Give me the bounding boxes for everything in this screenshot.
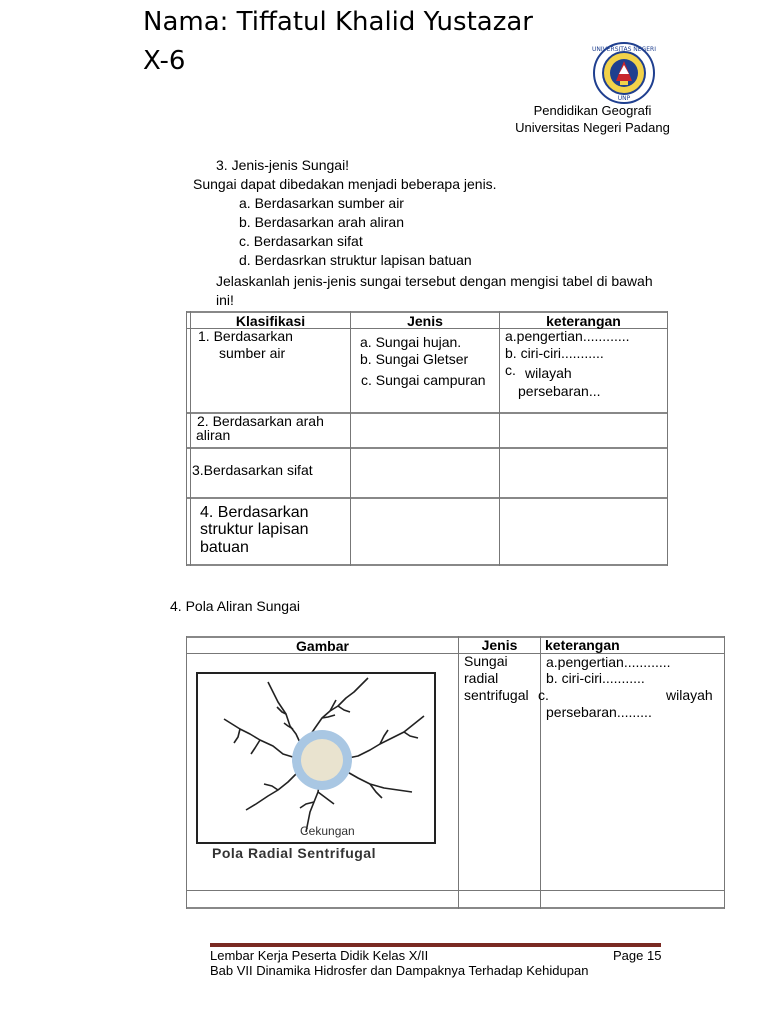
section3-instruction: Jelaskanlah jenis-jenis sungai tersebut dengan mengisi tabel di bawah: [216, 273, 653, 289]
table-cell: c.: [538, 687, 549, 703]
department-name: Pendidikan Geografi: [533, 103, 652, 118]
table-header-jenis: Jenis: [407, 313, 443, 329]
table-header-jenis: Jenis: [481, 637, 518, 653]
footer-chapter: Bab VII Dinamika Hidrosfer dan Dampaknya Terhadap Kehidupan: [210, 963, 589, 978]
table-cell: struktur lapisan: [200, 521, 309, 538]
diagram-caption: Pola Radial Sentrifugal: [212, 845, 376, 861]
table-cell: 2. Berdasarkan arah: [197, 413, 324, 429]
table-cell: 1. Berdasarkan: [198, 328, 293, 344]
section3-heading: 3. Jenis-jenis Sungai!: [216, 157, 350, 173]
table-header-klasifikasi: Klasifikasi: [235, 313, 306, 329]
table-header-gambar: Gambar: [296, 638, 349, 654]
list-item: b. Berdasarkan arah aliran: [239, 214, 404, 230]
student-name: Nama: Tiffatul Khalid Yustazar: [143, 7, 533, 37]
table-cell: c. Sungai campuran: [361, 372, 486, 388]
svg-text:UNP: UNP: [617, 95, 631, 102]
page-number: Page 15: [613, 948, 662, 963]
list-item: d. Berdasrkan struktur lapisan batuan: [239, 252, 472, 268]
university-name: Universitas Negeri Padang: [515, 120, 670, 135]
table-cell: wilayah: [666, 687, 713, 703]
table-header-keterangan: keterangan: [545, 637, 620, 653]
table-cell: wilayah: [525, 365, 572, 381]
svg-text:UNIVERSITAS NEGERI: UNIVERSITAS NEGERI: [592, 46, 656, 53]
table-cell: batuan: [200, 539, 249, 556]
footer-rule: [210, 943, 661, 947]
table-cell: persebaran...: [518, 383, 601, 399]
table-cell: a.pengertian............: [546, 654, 671, 670]
table-cell: 3.Berdasarkan sifat: [192, 462, 313, 478]
table-cell: b. ciri-ciri...........: [505, 345, 604, 361]
list-item: c. Berdasarkan sifat: [239, 233, 363, 249]
radial-drainage-diagram: [196, 672, 436, 844]
university-logo: [589, 42, 659, 104]
footer-title: Lembar Kerja Peserta Didik Kelas X/II: [210, 948, 429, 963]
section3-intro: Sungai dapat dibedakan menjadi beberapa jenis.: [193, 176, 497, 192]
table-cell: 4. Berdasarkan: [200, 504, 309, 521]
table-cell: Sungai: [464, 653, 508, 669]
table-cell: a.pengertian............: [505, 328, 630, 344]
diagram-label-cekungan: Cekungan: [300, 824, 355, 838]
table-cell: a. Sungai hujan.: [360, 334, 462, 350]
table-cell: sumber air: [219, 345, 286, 361]
list-item: a. Berdasarkan sumber air: [239, 195, 404, 211]
table-cell: radial: [464, 670, 499, 686]
table-cell: aliran: [196, 427, 231, 443]
table-cell: b. Sungai Gletser: [360, 351, 469, 367]
table-header-keterangan: keterangan: [546, 313, 621, 329]
section3-instruction-cont: ini!: [216, 292, 234, 308]
section4-heading: 4. Pola Aliran Sungai: [170, 598, 300, 614]
table-cell: sentrifugal: [464, 687, 529, 703]
table-cell: persebaran.........: [546, 704, 652, 720]
table-cell: c.: [505, 362, 516, 378]
student-class: X-6: [143, 46, 186, 76]
table-cell: b. ciri-ciri...........: [546, 670, 645, 686]
